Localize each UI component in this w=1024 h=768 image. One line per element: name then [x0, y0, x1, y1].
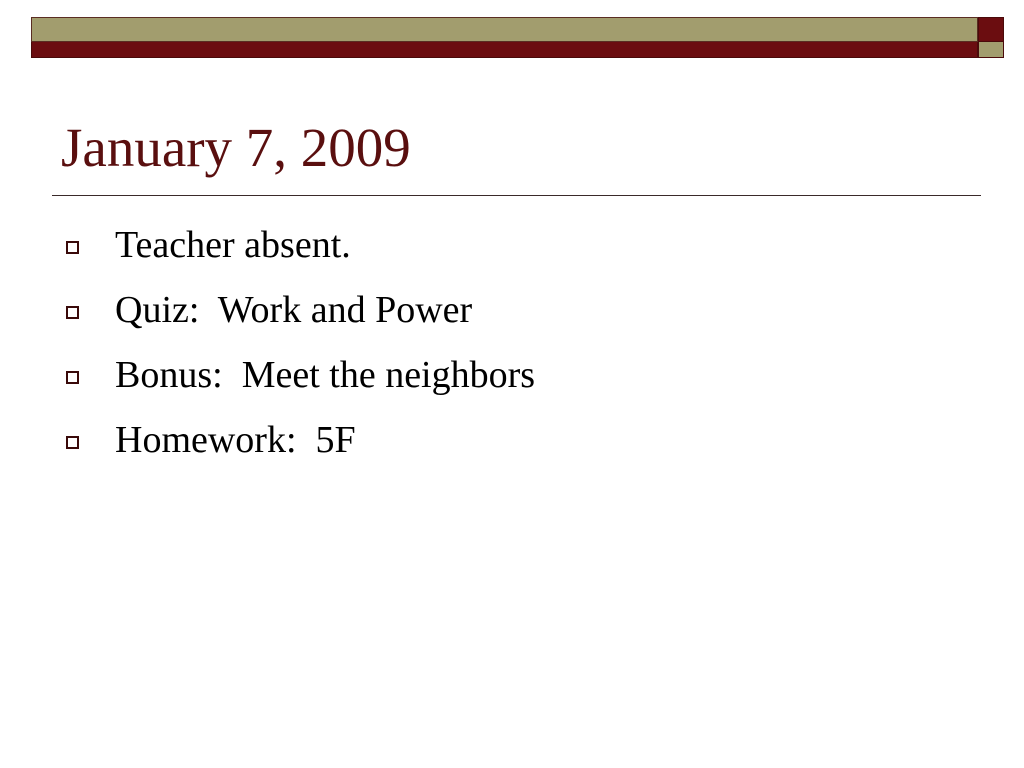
- bullet-list: [66, 212, 535, 472]
- bullet-item: [66, 407, 535, 472]
- bullet-text: Bonus: Meet the neighbors: [115, 353, 536, 396]
- header-bar-maroon: [31, 42, 978, 58]
- hollow-square-icon: [66, 241, 79, 254]
- corner-square-olive: [978, 42, 1004, 58]
- bullet-item: [66, 342, 535, 407]
- slide-title: January 7, 2009: [61, 117, 411, 178]
- bullet-text: Homework: 5F: [115, 418, 356, 461]
- hollow-square-icon: [66, 306, 79, 319]
- hollow-square-icon: [66, 436, 79, 449]
- title-divider: [52, 195, 981, 196]
- hollow-square-icon: [66, 371, 79, 384]
- bullet-item: [66, 277, 535, 342]
- bullet-text: Quiz: Work and Power: [115, 288, 473, 331]
- bullet-item: [66, 212, 535, 277]
- bullet-text: Teacher absent.: [115, 223, 351, 266]
- corner-square-maroon: [978, 17, 1004, 42]
- header-bar-olive: [31, 17, 978, 42]
